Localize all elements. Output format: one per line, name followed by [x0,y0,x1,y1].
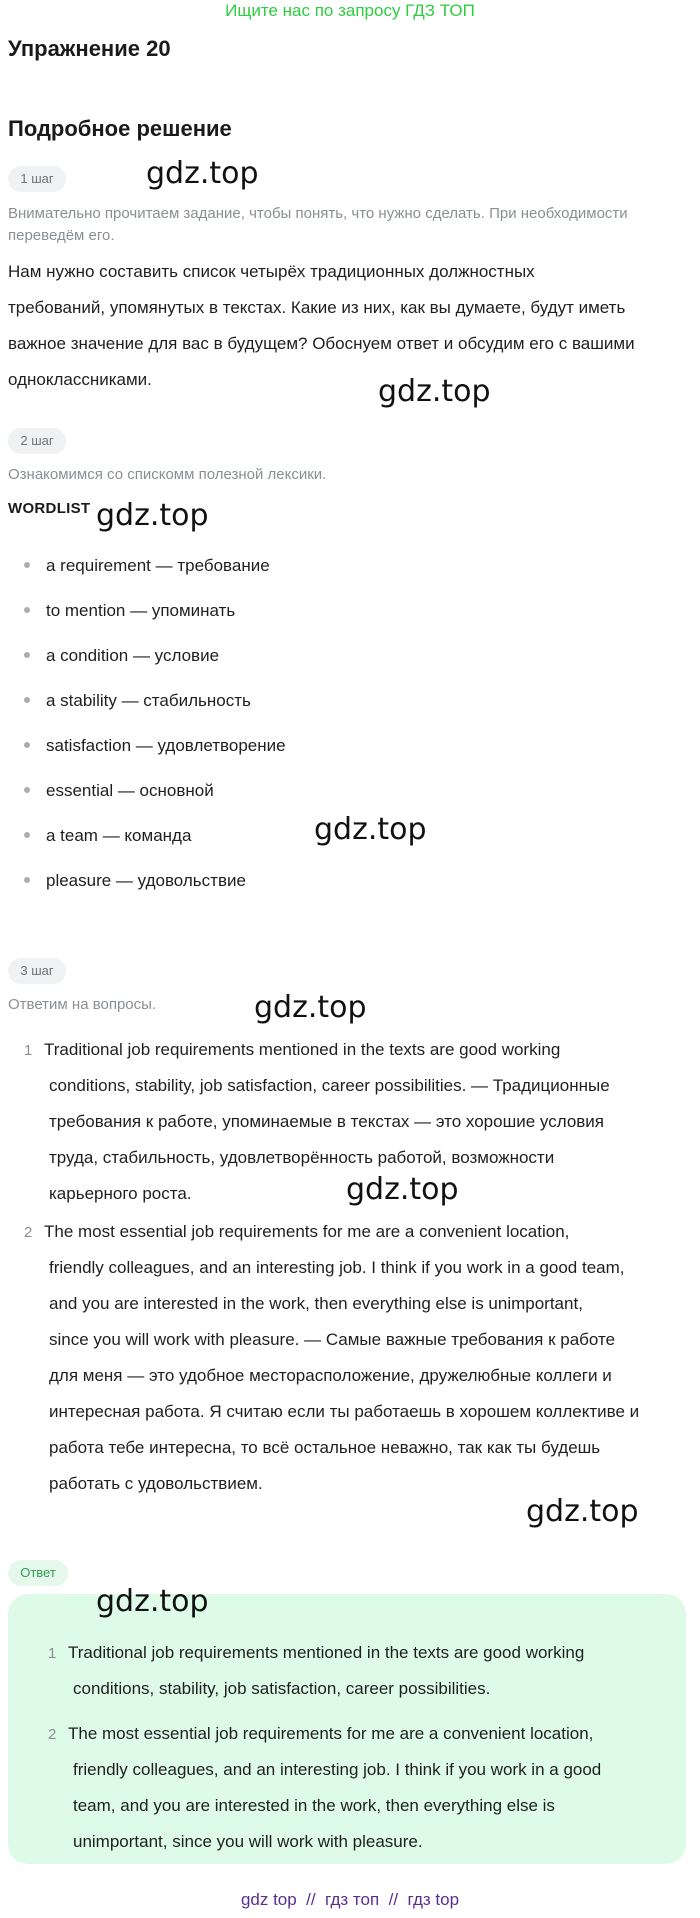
bullet-icon [24,877,30,883]
step-badge-1: 1 шаг [8,166,66,192]
text-line: карьерного роста. [49,1184,192,1203]
answer-item [44,1214,694,1502]
list-item [24,781,214,801]
word-entry: pleasure — удовольствие [46,871,246,890]
watermark: gdz.top [378,374,491,409]
note-line: Внимательно прочитаем задание, чтобы понять, что нужно сделать. При необходимости [8,205,628,222]
item-number: 1 [48,1645,57,1662]
text-line: friendly colleagues, and an interesting job. I think if you work in a good [73,1760,602,1779]
page-title: Упражнение 20 [8,36,171,61]
watermark: gdz.top [146,156,259,191]
promo-banner[interactable]: Ищите нас по запросу ГДЗ ТОП [225,1,475,20]
word-entry: a requirement — требование [46,556,270,575]
text-line: работать с удовольствием. [49,1474,263,1493]
text-line: интересная работа. Я считаю если ты работаешь в хорошем коллективе и [49,1402,640,1421]
bullet-icon [24,787,30,793]
watermark: gdz.top [346,1172,459,1207]
list-item [24,736,286,756]
watermark: gdz.top [96,498,209,533]
list-item [24,646,219,666]
step-note: Ознакомимся со спискомм полезной лексики. [8,466,327,483]
text-line: работа тебе интересна, то всё остальное неважно, так как ты будешь [49,1438,601,1457]
step-text [8,254,635,398]
step-badge-3: 3 шаг [8,958,66,984]
text-line: Нам нужно составить список четырёх традиционных должностных [8,262,535,281]
watermark: gdz.top [254,990,367,1025]
bullet-icon [24,742,30,748]
answer-item [68,1635,688,1707]
text-line: and you are interested in the work, then everything else is unimportant, [49,1294,583,1313]
word-entry: a condition — условие [46,646,220,665]
step-note: Ответим на вопросы. [8,996,157,1013]
bullet-icon [24,607,30,613]
step-note [8,203,628,247]
text-line: The most essential job requirements for me are a convenient location, [44,1222,570,1241]
bullet-icon [24,652,30,658]
answer-badge: Ответ [8,1560,68,1586]
text-line: Traditional job requirements mentioned in the texts are good working [44,1040,561,1059]
step-badge-2: 2 шаг [8,428,66,454]
list-item [24,601,235,621]
text-line: friendly colleagues, and an interesting job. I think if you work in a good team, [49,1258,625,1277]
word-entry: satisfaction — удовлетворение [46,736,286,755]
bullet-icon [24,697,30,703]
bullet-icon [24,562,30,568]
text-line: требования к работе, упоминаемые в текстах — это хорошие условия [49,1112,605,1131]
answer-item [68,1716,688,1860]
list-item [24,826,191,846]
wordlist-title: WORDLIST [8,500,91,517]
note-line: переведём его. [8,227,115,244]
item-number: 1 [24,1042,33,1059]
bullet-icon [24,832,30,838]
text-line: The most essential job requirements for me are a convenient location, [68,1724,594,1743]
text-line: труда, стабильность, удовлетворённость работой, возможности [49,1148,555,1167]
text-line: Traditional job requirements mentioned in the texts are good working [68,1643,585,1662]
text-line: для меня — это удобное месторасположение, дружелюбные коллеги и [49,1366,612,1385]
footer-links[interactable]: gdz top // гдз топ // гдз top [240,1890,460,1909]
text-line: conditions, stability, job satisfaction, career possibilities. [73,1679,491,1698]
list-item [24,556,270,576]
text-line: требований, упомянутых в текстах. Какие из них, как вы думаете, будут иметь [8,298,626,317]
text-line: conditions, stability, job satisfaction, career possibilities. — Традиционные [49,1076,610,1095]
text-line: unimportant, since you will work with pleasure. [73,1832,423,1851]
word-entry: essential — основной [46,781,214,800]
list-item [24,871,246,891]
watermark: gdz.top [526,1494,639,1529]
word-entry: a team — команда [46,826,192,845]
list-item [24,691,251,711]
text-line: важное значение для вас в будущем? Обоснуем ответ и обсудим его с вашими [8,334,635,353]
section-title: Подробное решение [8,116,232,141]
watermark: gdz.top [96,1584,209,1619]
word-entry: a stability — стабильность [46,691,251,710]
text-line: team, and you are interested in the work, then everything else is [73,1796,555,1815]
text-line: одноклассниками. [8,370,152,389]
watermark: gdz.top [314,812,427,847]
text-line: since you will work with pleasure. — Самые важные требования к работе [49,1330,616,1349]
item-number: 2 [24,1224,33,1241]
word-entry: to mention — упоминать [46,601,236,620]
item-number: 2 [48,1726,57,1743]
